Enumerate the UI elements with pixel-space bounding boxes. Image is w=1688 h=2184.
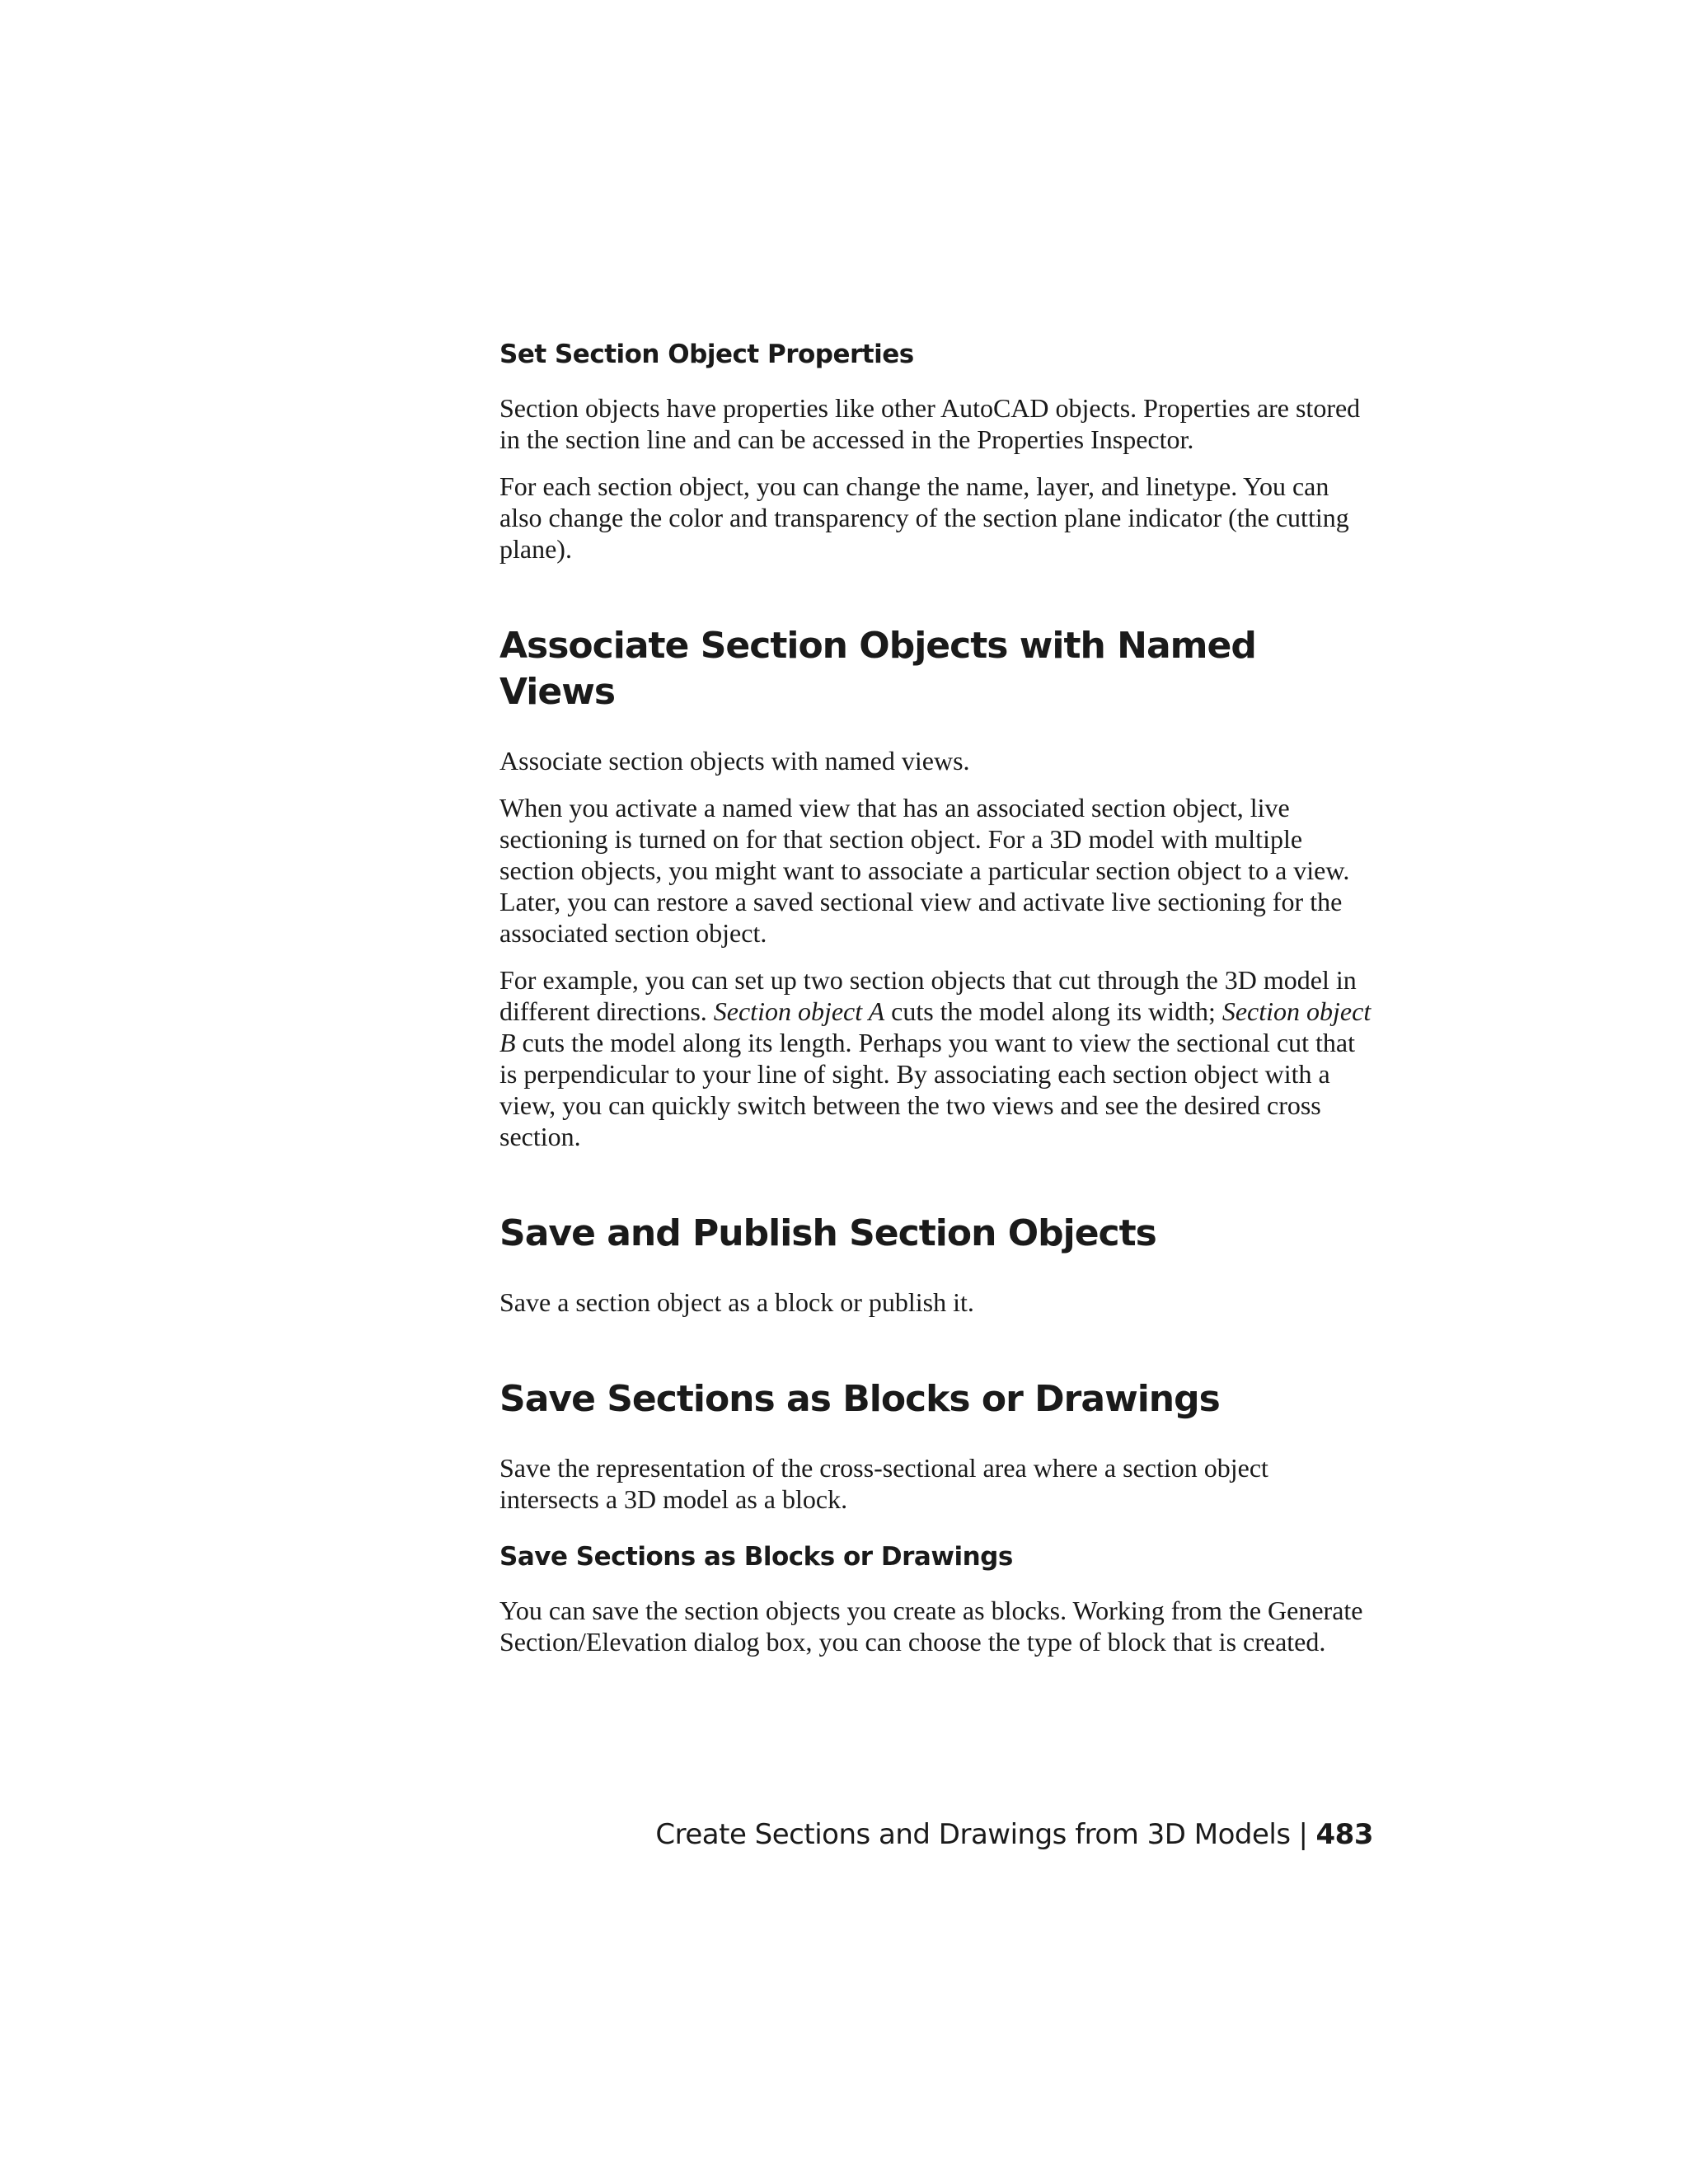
chapter-title: Create Sections and Drawings from 3D Models <box>655 1818 1291 1851</box>
page-number: 483 <box>1315 1818 1373 1851</box>
footer-separator: | <box>1298 1818 1308 1851</box>
paragraph: Section objects have properties like other AutoCAD objects. Properties are stored in the section line and can be accessed in the Properties Inspector. <box>499 393 1361 454</box>
section-heading-associate-section-objects: Associate Section Objects with Named Views <box>499 625 1256 713</box>
paragraph-example: For example, you can set up two section objects that cut through the 3D model in different directions. Section object A cuts the model along its width; Section object B cuts the model along its length. Perhaps you want to view the sectional cut that is perpendicular to your line of sight. By associating each section object with a view, you can quickly switch between the two views and see the desired cross section. <box>499 965 1372 1151</box>
italic-term: Section object A <box>713 996 885 1026</box>
paragraph: You can save the section objects you create as blocks. Working from the Generate Section/Elevation dialog box, you can choose the type of block that is created. <box>499 1596 1363 1657</box>
subsection-heading-save-sections-as-blocks: Save Sections as Blocks or Drawings <box>499 1542 1013 1572</box>
italic-term: Section object B <box>499 996 1372 1057</box>
page-footer <box>655 1816 1373 1853</box>
paragraph: Save a section object as a block or publish it. <box>499 1287 974 1317</box>
section-heading-save-sections-as-blocks: Save Sections as Blocks or Drawings <box>499 1378 1220 1420</box>
page-content <box>499 338 1373 1673</box>
paragraph: When you activate a named view that has an associated section object, live sectioning is turned on for that section object. For a 3D model with multiple section objects, you might want to associate a particular section object to a view. Later, you can restore a saved sectional view and activate live sectioning for the associated section object. <box>499 793 1350 948</box>
paragraph: For each section object, you can change the name, layer, and linetype. You can also change the color and transparency of the section plane indicator (the cutting plane). <box>499 471 1349 564</box>
paragraph: Associate section objects with named views. <box>499 746 970 776</box>
paragraph: Save the representation of the cross-sectional area where a section object intersects a 3D model as a block. <box>499 1453 1268 1514</box>
subsection-heading-set-section-object-properties: Set Section Object Properties <box>499 340 914 369</box>
section-heading-save-and-publish: Save and Publish Section Objects <box>499 1212 1156 1254</box>
